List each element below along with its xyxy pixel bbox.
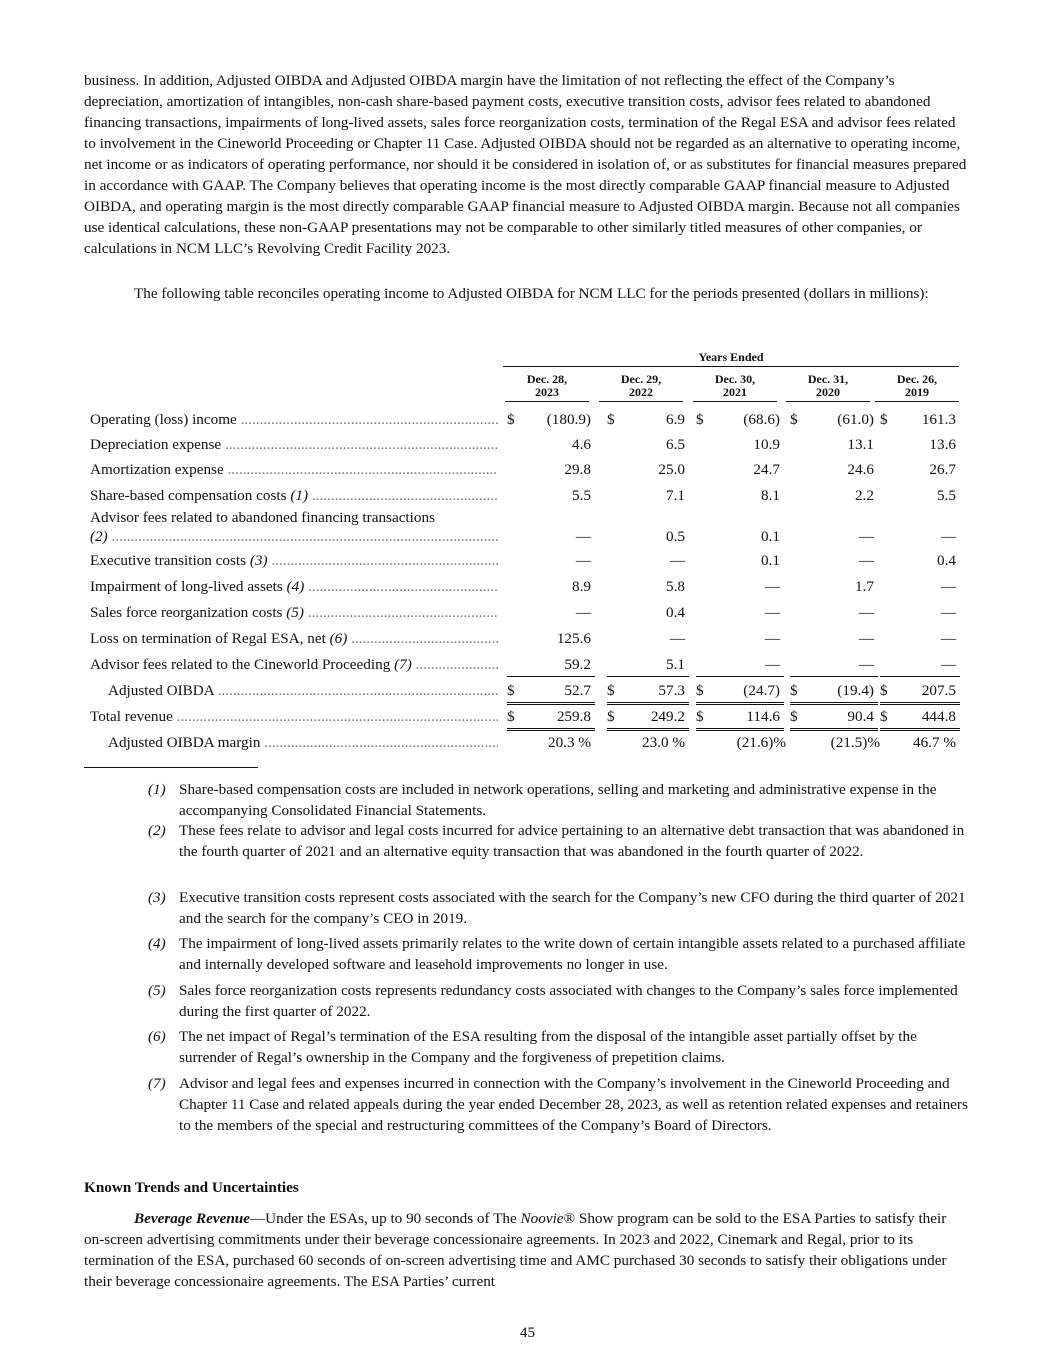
- table-row-adjusted-oibda-margin: Adjusted OIBDA margin ..... 20.3 % 23.0 % (21.6)% (21.5)% 46.7 %: [90, 732, 960, 754]
- column-header-2019: Dec. 26, 2019: [875, 373, 959, 402]
- table-row-adjusted-oibda: Adjusted OIBDA ..... $ 52.7 $ 57.3 $ (24.7) $ (19.4) $ 207.5: [90, 680, 960, 702]
- table-row-amortization: Amortization expense ..... 29.8 25.0 24.7 24.6 26.7: [90, 459, 960, 481]
- column-header-2020: Dec. 31, 2020: [786, 373, 870, 402]
- beverage-revenue-paragraph: Beverage Revenue—Under the ESAs, up to 90 seconds of The Noovie® Show program can be sold to the ESA Parties to satisfy their on-screen advertising commitments under their beverage concessionaire agreements. In 2023 and 2022, Cinemark and Regal, prior to its termination of the ESA, purchased 60 seconds of on-screen advertising time and AMC purchased 30 seconds to satisfy their obligations under their beverage concessionaire agreements. The ESA Parties’ current: [84, 1210, 947, 1290]
- row-label: Share-based compensation costs (1) .....: [90, 485, 498, 506]
- row-label: Amortization expense .....: [90, 459, 498, 480]
- table-row-share-based-comp: Share-based compensation costs (1) ..... 5.5 7.1 8.1 2.2 5.5: [90, 485, 960, 507]
- row-label: Advisor fees related to the Cineworld Proceeding (7) .....: [90, 654, 498, 675]
- table-row-advisor-fees-abandoned-label: Advisor fees related to abandoned financing transactions (2) .....: [90, 508, 500, 546]
- table-intro-paragraph: The following table reconciles operating income to Adjusted OIBDA for NCM LLC for the periods presented (dollars in millions):: [134, 285, 929, 302]
- column-header-2021: Dec. 30, 2021: [693, 373, 777, 402]
- row-label: Loss on termination of Regal ESA, net (6) .....: [90, 628, 498, 649]
- row-label: Adjusted OIBDA .....: [90, 680, 498, 701]
- page-number: 45: [519, 1324, 536, 1341]
- document-page: business. In addition, Adjusted OIBDA and Adjusted OIBDA margin have the limitation of not reflecting the effect of the Company’s depreciation, amortization of intangibles, non-cash share-based payment costs, executive transition costs, advisor fees related to abandoned financing transactions, impairments of long-lived assets, sales force reorganization costs, termination of the Regal ESA and advisor fees related to involvement in the Cineworld Proceeding or Chapter 11 Case. Adjusted OIBDA should not be regarded as an alternative to operating income, net income or as indicators of operating performance, nor should it be considered in isolation of, or as substitutes for financial measures prepared in accordance with GAAP. The Company believes that operating income is the most directly comparable GAAP financial measure to Adjusted OIBDA, and operating margin is the most directly comparable GAAP financial measure to Adjusted OIBDA margin. Because not all companies use identical calculations, these non-GAAP presentations may not be comparable to other similarly titled measures of other companies, or calculations in NCM LLC’s Revolving Credit Facility 2023. The following table reconciles operating income to Adjusted OIBDA for NCM LLC for the periods presented (dollars in millions): Years Ended Dec. 28, 2023 Dec. 29, 2022 Dec. 30, 2021 Dec. 31, 2020 Dec. 26, 2019 Operating (loss) income ..... $ (180.9) $ 6.9 $ (68.6) $ (61.0) $ 161.3 Depreciation expense ..... 4.6 6.5 10.9 13.1 13.6 Amortization expense ..... 29.8 25.0 24.7 24.6 26.7 Share-based compensation costs (1) ..... 5.5 7.1 8.1 2.2 5.5 Advisor fees related to abandoned financing transactions (2) ..... — 0.5 0.1 — — Executive transition costs (3) ..... — — 0.1 — 0.4 Impairment of long-lived assets (4) ..... 8.9 5.8 — 1.7 — Sales force reorganization costs (5) ..... — 0.4 — — — Loss on termination of Regal ESA, net (6) ..... 125.6 — — — — Advisor fees related to the Cineworld Proceeding (7) ..... 59.2 5.1 — — — Adjusted OIBDA ..... $ 52.7 $ 57.3 $ (24.7) $ (19.4) $ 207.5 Total revenue ..... $ 259.8 $ 249.2 $ 114.6 $ 90.4 $ 444.8 Adjusted OIBDA margin ..... 20.3 % 23.0 % (21.6)% (21.5)% 46.7 % (1) Share-based compensation costs are included in network operations, selling and marketing and administrative expense in the accompanying Consolidated Financial Statements. (2) These fees relate to advisor and legal costs incurred for advice pertaining to an alternative debt transaction that was abandoned in the fourth quarter of 2021 and an alternative equity transaction that was abandoned in the fourth quarter of 2022. (3) Executive transition costs represent costs associated with the search for the Company’s new CFO during the third quarter of 2021 and the search for the company’s CEO in 2019. (4) The impairment of long-lived assets primarily relates to the write down of certain intangible assets related to a purchased affiliate and internally developed software and leasehold improvements no longer in use. (5) Sales force reorganization costs represents redundancy costs associated with changes to the Company’s sales force implemented during the first quarter of 2022. (6) The net impact of Regal’s termination of the ESA resulting from the disposal of the intangible asset partially offset by the surrender of Regal’s ownership in the Company and the forgiveness of prepetition claims. (7) Advisor and legal fees and expenses incurred in connection with the Company’s involvement in the Cineworld Proceeding and Chapter 11 Case and related appeals during the year ended December 28, 2023, as well as retention related expenses and retainers to the members of the special and restructuring committees of the Company’s Board of Directors. Known Trends and Uncertainties Beverage Revenue—Under the ESAs, up to 90 seconds of The Noovie® Show program can be sold to the ESA Parties to satisfy their on-screen advertising commitments under their beverage concessionaire agreements. In 2023 and 2022, Cinemark and Regal, prior to its termination of the ESA, purchased 60 seconds of on-screen advertising time and AMC purchased 30 seconds to satisfy their obligations under their beverage concessionaire agreements. The ESA Parties’ current 45: [0, 0, 1055, 1365]
- table-row-regal-esa: Loss on termination of Regal ESA, net (6) ..... 125.6 — — — —: [90, 628, 960, 650]
- table-row-sales-force: Sales force reorganization costs (5) ..... — 0.4 — — —: [90, 602, 960, 624]
- footnote-divider: [84, 767, 258, 768]
- table-row-cineworld-fees: Advisor fees related to the Cineworld Proceeding (7) ..... 59.2 5.1 — — —: [90, 654, 960, 676]
- table-row-operating-income: Operating (loss) income ..... $ (180.9) $ 6.9 $ (68.6) $ (61.0) $ 161.3: [90, 409, 960, 431]
- column-header-2022: Dec. 29, 2022: [599, 373, 683, 402]
- row-label: Sales force reorganization costs (5) .....: [90, 602, 498, 623]
- row-label: Executive transition costs (3) .....: [90, 550, 498, 571]
- table-row-total-revenue: Total revenue ..... $ 259.8 $ 249.2 $ 114.6 $ 90.4 $ 444.8: [90, 706, 960, 728]
- years-ended-header: Years Ended: [503, 348, 959, 367]
- row-label: Total revenue .....: [90, 706, 498, 727]
- row-label: Depreciation expense .....: [90, 434, 498, 455]
- table-row-advisor-fees-abandoned: — 0.5 0.1 — —: [575, 528, 956, 545]
- intro-paragraph: business. In addition, Adjusted OIBDA and Adjusted OIBDA margin have the limitation of not reflecting the effect of the Company’s depreciation, amortization of intangibles, non-cash share-based payment costs, executive transition costs, advisor fees related to abandoned financing transactions, impairments of long-lived assets, sales force reorganization costs, termination of the Regal ESA and advisor fees related to involvement in the Cineworld Proceeding or Chapter 11 Case. Adjusted OIBDA should not be regarded as an alternative to operating income, net income or as indicators of operating performance, nor should it be considered in isolation of, or as substitutes for financial measures prepared in accordance with GAAP. The Company believes that operating income is the most directly comparable GAAP financial measure to Adjusted OIBDA, and operating margin is the most directly comparable GAAP financial measure to Adjusted OIBDA margin. Because not all companies use identical calculations, these non-GAAP presentations may not be comparable to other similarly titled measures of other companies, or calculations in NCM LLC’s Revolving Credit Facility 2023.: [84, 72, 967, 257]
- row-label: Operating (loss) income .....: [90, 409, 498, 430]
- table-row-depreciation: Depreciation expense ..... 4.6 6.5 10.9 13.1 13.6: [90, 434, 960, 456]
- table-row-executive-transition: Executive transition costs (3) ..... — — 0.1 — 0.4: [90, 550, 960, 572]
- row-label: Adjusted OIBDA margin .....: [90, 732, 498, 753]
- table-header: [0, 348, 1055, 408]
- table-row-impairment: Impairment of long-lived assets (4) ..... 8.9 5.8 — 1.7 —: [90, 576, 960, 598]
- column-header-2023: Dec. 28, 2023: [505, 373, 589, 402]
- section-heading: Known Trends and Uncertainties: [84, 1179, 299, 1196]
- row-label: Impairment of long-lived assets (4) .....: [90, 576, 498, 597]
